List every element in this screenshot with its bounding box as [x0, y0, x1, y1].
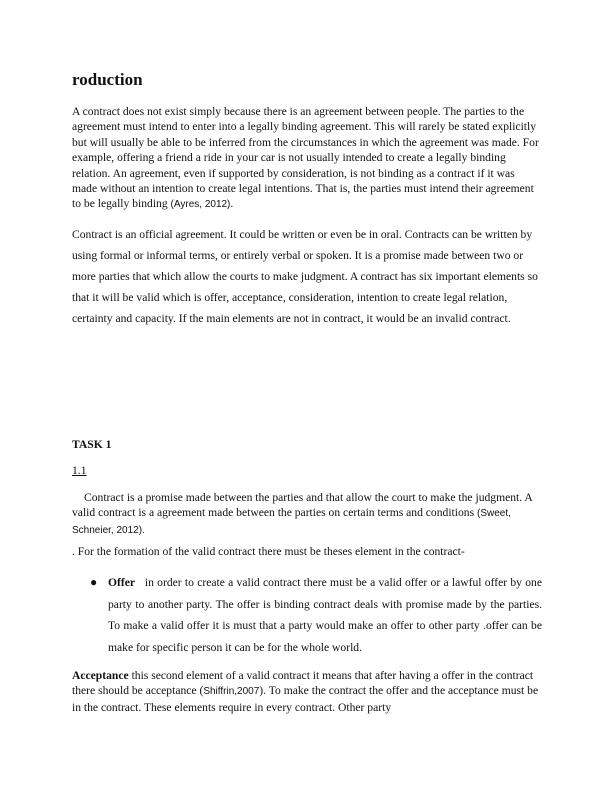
- paragraph-contract-definition: Contract is an official agreement. It could be written or even be in oral. Contracts can be written by using formal or informal terms, or entirely verbal or spoken. It is a promise made between two or more parties that which allow the courts to make judgment. A contract has six important elements so that it will be valid which is offer, acceptance, consideration, intention to create legal relation, certainty and capacity. If the main elements are not in contract, it would be an invalid contract.: [72, 228, 538, 325]
- paragraph-intro-text: A contract does not exist simply because there is an agreement between people. The parties to the agreement must intend to enter into a legally binding agreement. This will rarely be stated explicitly but will usually be able to be inferred from the circumstances in which the agreement was made. For example, offering a friend a ride in your car is not usually intended to create a legally binding relation. An agreement, even if supported by consideration, is not binding as a contract if it was made without an intention to create legal intentions. That is, the parties must intend their agreement to be legally binding: [72, 105, 539, 211]
- bullet-term-offer: Offer: [108, 576, 136, 589]
- task-title: TASK 1: [72, 438, 112, 451]
- bullet-point: ●: [90, 575, 98, 589]
- paragraph-intro: [72, 104, 542, 213]
- acceptance-text-a: this second element of a valid contract it means that after having a offer in the contract there should be acceptance (: [72, 669, 534, 698]
- citation-sweet: (Sweet, Schneier, 2012).: [72, 508, 511, 536]
- paragraph-intro-end: .: [230, 197, 234, 211]
- citation-ayres: (Ayres, 2012): [170, 199, 231, 211]
- task-number: 1.1: [72, 464, 87, 477]
- acceptance-text-b: ). To make the contract the offer and the acceptance must be in the contract. These elements require in every contract. Other party: [72, 684, 539, 714]
- bullet-list: [90, 572, 542, 658]
- bullet-item-offer: [108, 572, 542, 658]
- acceptance-term: Acceptance: [72, 669, 129, 682]
- citation-shiffrin: Shiffrin,2007: [203, 686, 260, 698]
- paragraph-acceptance: [72, 668, 542, 715]
- paragraph-valid-contract: [72, 490, 542, 538]
- bullet-text-offer: in order to create a valid contract there must be a valid offer or a lawful offer by one party to another party. The offer is binding contract deals with promise made by the parties. To make a valid offer it is must that a party would make an offer to other party .offer can be make for specific person it can be for the whole world.: [108, 576, 542, 654]
- paragraph-formation: . For the formation of the valid contract there must be theses element in the contract-: [72, 545, 465, 558]
- paragraph-valid-contract-text: Contract is a promise made between the parties and that allow the court to make the judgment. A valid contract is a agreement made between the parties on certain terms and conditions: [72, 491, 533, 520]
- section-heading: roduction: [72, 70, 143, 89]
